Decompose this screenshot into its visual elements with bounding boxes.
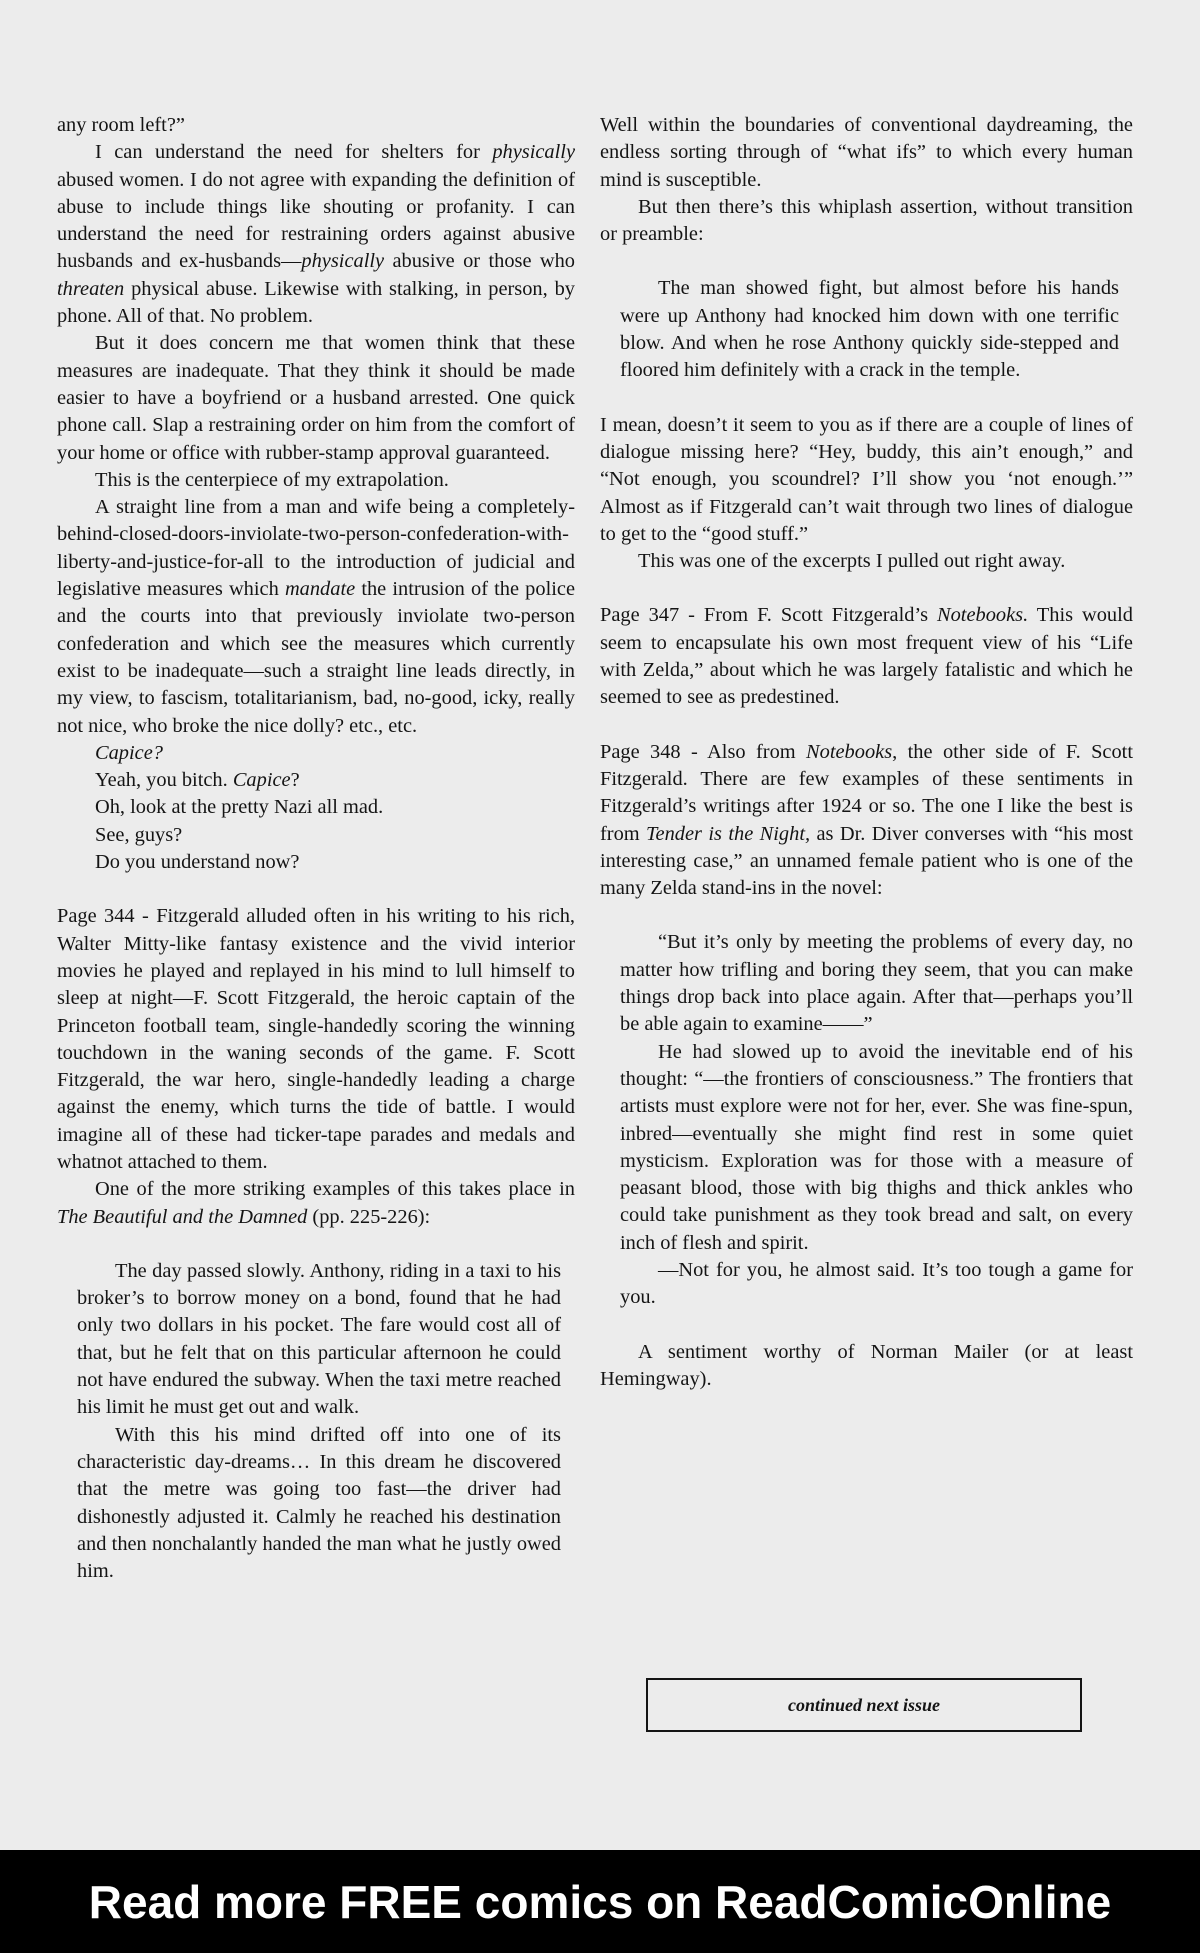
- line: Capice?: [95, 741, 163, 764]
- quote-paragraph: “But it’s only by meeting the problems of every day, no matter how trifling and boring they seem, that you can make things drop back into place again. After that—perhaps you’ll be able again to examine——”: [620, 931, 1133, 1036]
- paragraph: One of the more striking examples of this takes place in The Beautiful and the Damned (pp. 225-226):: [57, 1178, 575, 1228]
- line: Oh, look at the pretty Nazi all mad.: [95, 796, 384, 819]
- paragraph: I mean, doesn’t it seem to you as if there are a couple of lines of dialogue missing here? “Hey, buddy, this ain’t enough,” and “Not enough, you scoundrel? I’ll show you ‘not enough.’” Almost as if Fitzgerald can’t wait through two lines of dialogue to get to the “good stuff.”: [600, 413, 1133, 545]
- paragraph: A sentiment worthy of Norman Mailer (or at least Hemingway).: [600, 1340, 1133, 1390]
- right-column: [600, 112, 1133, 1393]
- block-quote: The man showed fight, but almost before his hands were up Anthony had knocked him down with one terrific blow. And when he rose Anthony quickly side-stepped and floored him definitely with a crack in the temple.: [620, 277, 1119, 382]
- paragraph-page-347: Page 347 - From F. Scott Fitzgerald’s Notebooks. This would seem to encapsulate his own most frequent view of his “Life with Zelda,” about which he was largely fatalistic and which he seemed to see as predestined.: [600, 604, 1133, 709]
- readcomiconline-banner[interactable]: [0, 1850, 1200, 1953]
- quote-paragraph: —Not for you, he almost said. It’s too tough a game for you.: [620, 1258, 1133, 1309]
- paragraph: any room left?”: [57, 114, 185, 136]
- paragraph: I can understand the need for shelters for physically abused women. I do not agree with expanding the definition of abuse to include things like shouting or profanity. I can understand the need for restraining orders against abusive husbands and ex-husbands—physically abusive or those who threaten physical abuse. Likewise with stalking, in person, by phone. All of that. No problem.: [57, 141, 575, 328]
- paragraph: Well within the boundaries of conventional daydreaming, the endless sorting through of “what ifs” to which every human mind is susceptible.: [600, 114, 1133, 191]
- block-quote: [620, 929, 1133, 1311]
- paragraph: A straight line from a man and wife being a completely-behind-closed-doors-inviolate-two-person-confederation-with-liberty-and-justice-for-all to the introduction of judicial and legislative measures which mandate the intrusion of the police and the courts into that previously inviolate two-person confederation and which see the measures which currently exist to be inadequate—such a straight line leads directly, in my view, to fascism, totalitarianism, bad, no-good, icky, really not nice, who broke the nice dolly? etc., etc.: [57, 496, 576, 737]
- quote-paragraph: He had slowed up to avoid the inevitable end of his thought: “—the frontiers of consciousness.” The frontiers that artists must explore were not for her, ever. She was fine-spun, inbred—eventually she might find rest in some quiet mysticism. Exploration was for those with a measure of peasant blood, those with big thighs and thick ankles who could take punishment as they took bread and salt, on every inch of flesh and spirit.: [620, 1040, 1133, 1254]
- continued-next-issue-box: [646, 1678, 1082, 1732]
- paragraph-page-344: Page 344 - Fitzgerald alluded often in his writing to his rich, Walter Mitty-like fantasy existence and the vivid interior movies he played and replayed in his mind to lull himself to sleep at night—F. Scott Fitzgerald, the heroic captain of the Princeton football team, single-handedly scoring the winning touchdown in the waning seconds of the game. F. Scott Fitzgerald, the war hero, single-handedly leading a charge against the enemy, which turns the tide of battle. I would imagine all of these had ticker-tape parades and medals and whatnot attached to them.: [57, 905, 575, 1173]
- dialogue-lines: [57, 740, 575, 876]
- line: Yeah, you bitch. Capice?: [95, 769, 300, 792]
- paragraph: But then there’s this whiplash assertion, without transition or preamble:: [600, 195, 1133, 246]
- block-quote: With this his mind drifted off into one of its characteristic day-dreams… In this dream he discovered that the metre was going too fast—the driver had dishonestly adjusted it. Calmly he reached his destination and then nonchalantly handed the man what he justly owed him.: [77, 1423, 561, 1583]
- line: See, guys?: [95, 823, 183, 846]
- block-quote: The day passed slowly. Anthony, riding in a taxi to his broker’s to borrow money on a bond, found that he had only two dollars in his pocket. The fare would cost all of that, but he felt that on this particular afternoon he could not have endured the subway. When the taxi metre reached his limit he must get out and walk.: [77, 1259, 561, 1419]
- line: Do you understand now?: [95, 851, 300, 874]
- left-column: [57, 112, 575, 1585]
- paragraph: This is the centerpiece of my extrapolation.: [95, 468, 449, 491]
- banner-text: Read more FREE comics on ReadComicOnline: [88, 1875, 1112, 1928]
- paragraph-page-348: Page 348 - Also from Notebooks, the other side of F. Scott Fitzgerald. There are few examples of these sentiments in Fitzgerald’s writings after 1924 or so. The one I like the best is from Tender is the Night, as Dr. Diver converses with “his most interesting case,” an unnamed female patient who is one of the many Zelda stand-ins in the novel:: [600, 740, 1133, 900]
- paragraph: But it does concern me that women think that these measures are inadequate. That they think it should be made easier to have a boyfriend or a husband arrested. One quick phone call. Slap a restraining order on him from the comfort of your home or office with rubber-stamp approval guaranteed.: [57, 332, 575, 464]
- continued-label: continued next issue: [787, 1694, 941, 1715]
- paragraph: This was one of the excerpts I pulled out right away.: [638, 550, 1066, 573]
